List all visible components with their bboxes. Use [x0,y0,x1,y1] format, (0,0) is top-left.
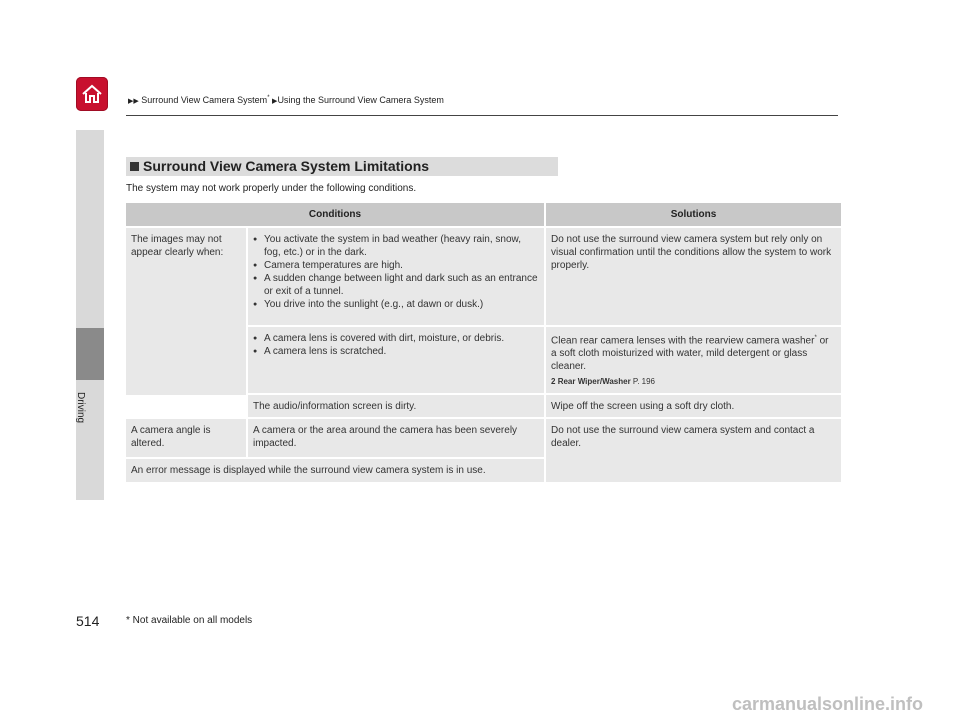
table-cell-group-angle: A camera angle is altered. [126,419,246,457]
breadcrumb-current: Using the Surround View Camera System [277,95,444,105]
table-cell-conditions: A camera or the area around the camera has been severely impacted. [248,419,544,457]
sidebar-tab-background [76,130,104,328]
sidebar-tab-active[interactable] [76,328,104,380]
list-item: ● A camera lens is scratched. [253,345,539,358]
table-cell-solution: Clean rear camera lenses with the rearview camera washer* or a soft cloth moisturized with water, mild detergent or glass cleaner. 2 Rear Wiper/Washer P. 196 [546,327,841,393]
breadcrumb-arrow-icon: ▶ [272,98,278,105]
sidebar-chapter-label: Driving [75,392,86,424]
section-intro: The system may not work properly under the following conditions. [126,183,417,194]
breadcrumb-link-surround-view[interactable]: Surround View Camera System [141,95,268,105]
table-cell-solution: Do not use the surround view camera system and contact a dealer. [546,419,841,482]
home-icon [80,82,104,106]
page-number: 514 [76,613,100,629]
table-cell-conditions [248,327,544,393]
list-item: ● A sudden change between light and dark such as an entrance or exit of a tunnel. [253,272,539,298]
watermark: carmanualsonline.info [732,694,924,714]
column-header-conditions: Conditions [126,203,544,226]
reference-arrow-icon: 2 [551,377,556,387]
table-cell-solution: Do not use the surround view camera system but rely only on visual confirmation until the conditions allow the system to work properly. [546,228,841,325]
column-header-solutions: Solutions [546,203,841,226]
breadcrumb-arrow-icon: ▶▶ [128,98,139,105]
table-cell-conditions [248,228,544,325]
square-bullet-icon [130,162,139,171]
table-cell-conditions: The audio/information screen is dirty. [248,395,544,417]
home-button[interactable] [76,77,108,111]
table-cell-conditions: An error message is displayed while the surround view camera system is in use. [126,459,544,482]
list-item: ● Camera temperatures are high. [253,259,539,272]
list-item: ● You drive into the sunlight (e.g., at dawn or dusk.) [253,298,539,311]
cross-reference-link[interactable]: 2 Rear Wiper/Washer P. 196 [551,377,656,387]
table-cell-group-images: The images may not appear clearly when: [126,228,246,395]
list-item: ● You activate the system in bad weather (heavy rain, snow, fog, etc.) or in the dark. [253,233,539,259]
table-cell-solution: Wipe off the screen using a soft dry cloth. [546,395,841,417]
breadcrumb [128,95,444,105]
list-item: ● A camera lens is covered with dirt, moisture, or debris. [253,332,539,345]
footnote: * Not available on all models [126,615,253,626]
section-heading: Surround View Camera System Limitations [126,157,558,176]
footnote-mark: * [267,95,270,101]
header-divider [126,115,838,116]
